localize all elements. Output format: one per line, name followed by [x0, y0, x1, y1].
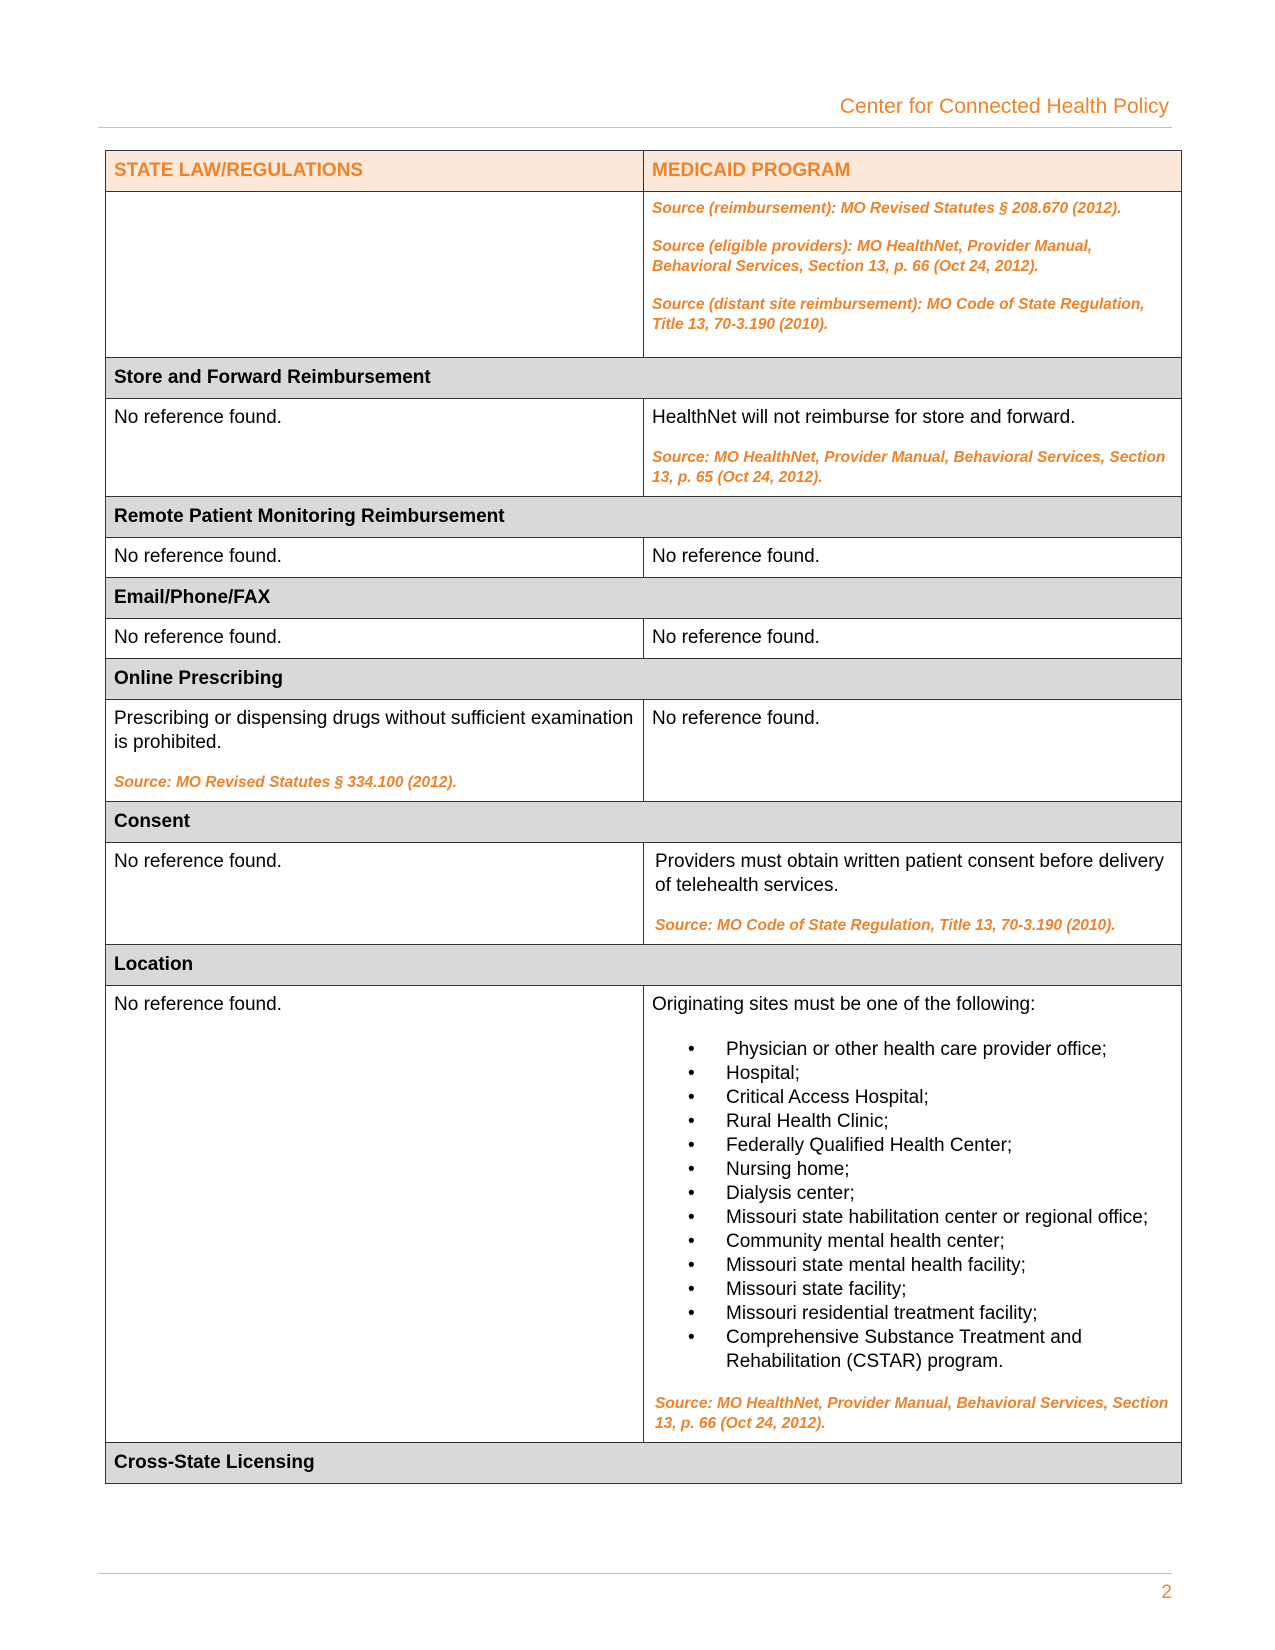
table-row	[106, 538, 1182, 578]
section-heading-email: Email/Phone/FAX	[106, 578, 1182, 619]
table-row	[106, 700, 1182, 802]
policy-table	[105, 150, 1182, 1484]
source-citation: Source (reimbursement): MO Revised Statutes § 208.670 (2012).	[652, 200, 1122, 217]
section-heading-location: Location	[106, 945, 1182, 986]
list-item: • Comprehensive Substance Treatment and Rehabilitation (CSTAR) program.	[726, 1326, 1173, 1374]
section-row	[106, 802, 1182, 843]
state-cell: No reference found.	[106, 399, 644, 497]
source-citation: Source: MO HealthNet, Provider Manual, Behavioral Services, Section 13, p. 66 (Oct 24, 2012).	[655, 1395, 1169, 1432]
state-cell	[106, 700, 644, 802]
list-item: • Critical Access Hospital;	[726, 1086, 1173, 1110]
list-item: • Missouri state mental health facility;	[726, 1254, 1173, 1278]
source-citation: Source: MO Code of State Regulation, Title 13, 70-3.190 (2010).	[655, 917, 1116, 934]
table-header-row	[106, 151, 1182, 192]
medicaid-text: Providers must obtain written patient consent before delivery of telehealth services.	[655, 851, 1165, 896]
list-item: • Missouri state facility;	[726, 1278, 1173, 1302]
state-cell: No reference found.	[106, 538, 644, 578]
state-cell-empty	[106, 192, 644, 358]
list-item: • Rural Health Clinic;	[726, 1110, 1173, 1134]
list-item: • Federally Qualified Health Center;	[726, 1134, 1173, 1158]
medicaid-cell: No reference found.	[644, 700, 1182, 802]
table-row	[106, 399, 1182, 497]
medicaid-cell	[644, 986, 1182, 1443]
footer-rule	[98, 1573, 1172, 1574]
header-rule	[98, 127, 1172, 128]
section-heading-consent: Consent	[106, 802, 1182, 843]
source-citation: Source (distant site reimbursement): MO Code of State Regulation, Title 13, 70-3.190 (2010).	[652, 296, 1145, 333]
medicaid-text: Originating sites must be one of the following:	[652, 994, 1036, 1015]
section-heading-prescribing: Online Prescribing	[106, 659, 1182, 700]
section-row	[106, 945, 1182, 986]
list-item: • Missouri state habilitation center or regional office;	[726, 1206, 1173, 1230]
medicaid-cell	[644, 399, 1182, 497]
state-cell: No reference found.	[106, 986, 644, 1443]
section-row	[106, 497, 1182, 538]
state-cell: No reference found.	[106, 619, 644, 659]
table-row	[106, 843, 1182, 945]
medicaid-cell	[644, 843, 1182, 945]
source-citation: Source: MO Revised Statutes § 334.100 (2012).	[114, 774, 457, 791]
table-row	[106, 192, 1182, 358]
medicaid-cell: No reference found.	[644, 538, 1182, 578]
section-row	[106, 659, 1182, 700]
list-item: • Nursing home;	[726, 1158, 1173, 1182]
section-row	[106, 1443, 1182, 1484]
document-header-title: Center for Connected Health Policy	[839, 95, 1169, 118]
page-number: 2	[1161, 1582, 1172, 1603]
section-row	[106, 578, 1182, 619]
source-citation: Source (eligible providers): MO HealthNet, Provider Manual, Behavioral Services, Section 13, p. 66 (Oct 24, 2012).	[652, 238, 1093, 275]
source-citation: Source: MO HealthNet, Provider Manual, Behavioral Services, Section 13, p. 65 (Oct 24, 2012).	[652, 449, 1166, 486]
list-item: • Hospital;	[726, 1062, 1173, 1086]
list-item: • Dialysis center;	[726, 1182, 1173, 1206]
section-heading-store-forward: Store and Forward Reimbursement	[106, 358, 1182, 399]
section-row	[106, 358, 1182, 399]
section-heading-licensing: Cross-State Licensing	[106, 1443, 1182, 1484]
list-item: • Community mental health center;	[726, 1230, 1173, 1254]
list-item: • Missouri residential treatment facility;	[726, 1302, 1173, 1326]
column-header-state: STATE LAW/REGULATIONS	[106, 151, 644, 192]
medicaid-text: HealthNet will not reimburse for store and forward.	[652, 407, 1076, 428]
table-row	[106, 619, 1182, 659]
state-text: Prescribing or dispensing drugs without sufficient examination is prohibited.	[114, 708, 634, 753]
medicaid-sources-cell	[644, 192, 1182, 358]
originating-sites-list	[652, 1038, 1173, 1374]
table-row	[106, 986, 1182, 1443]
state-cell: No reference found.	[106, 843, 644, 945]
medicaid-cell: No reference found.	[644, 619, 1182, 659]
column-header-medicaid: MEDICAID PROGRAM	[644, 151, 1182, 192]
section-heading-rpm: Remote Patient Monitoring Reimbursement	[106, 497, 1182, 538]
list-item: • Physician or other health care provider office;	[726, 1038, 1173, 1062]
